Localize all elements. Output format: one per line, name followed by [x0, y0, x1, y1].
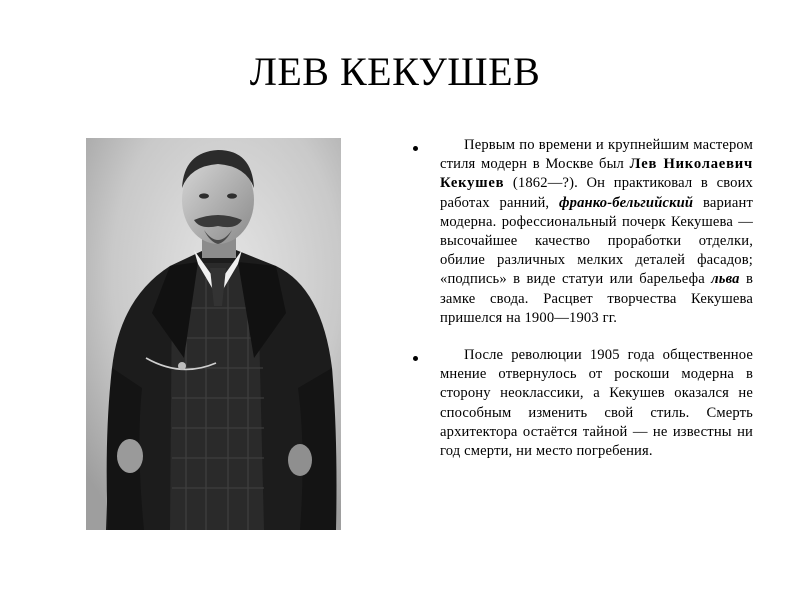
bullet-1-part3: вариант модерна. рофессиональный почерк Кекушева — высочайшее качество проработки отделки, обилие различных мелких деталей фасадов; «подпись» в виде статуи или барельефа [440, 194, 753, 288]
bullet-dot-icon [413, 356, 418, 361]
bullet-2-text [440, 346, 753, 461]
bullet-1-part4: в замке свода. Расцвет творчества Кекушева пришелся на 1900—1903 гг. [440, 271, 753, 326]
portrait-photo [86, 138, 341, 530]
bullet-2 [413, 346, 753, 461]
slide-title-text: ЛЕВ КЕКУШЕВ [249, 49, 541, 94]
portrait-image [86, 138, 341, 530]
style-name: франко-бельгийский [559, 194, 694, 211]
bullet-1 [413, 136, 753, 328]
bullet-1-part2: (1862—?). Он практиковал в своих работах ранний, [440, 175, 753, 211]
bullet-dot-icon [413, 146, 418, 151]
lion-word: льва [711, 271, 740, 288]
bullet-1-part1: Первым по времени и крупнейшим мастером стиля модерн в Москве был [440, 137, 753, 173]
text-column [413, 136, 753, 479]
bullet-1-text [440, 136, 753, 328]
slide-title [0, 48, 794, 95]
architect-name: Лев Николаевич Кекушев [440, 156, 754, 192]
bullet-2-body: После революции 1905 года общественное мнение отвернулось от роскоши модерна в сторону неоклассики, а Кекушев оказался не способным изменить свой стиль. Смерть архитектора остаётся тайной — не известны ни год смерти, ни место погребения. [440, 347, 753, 460]
